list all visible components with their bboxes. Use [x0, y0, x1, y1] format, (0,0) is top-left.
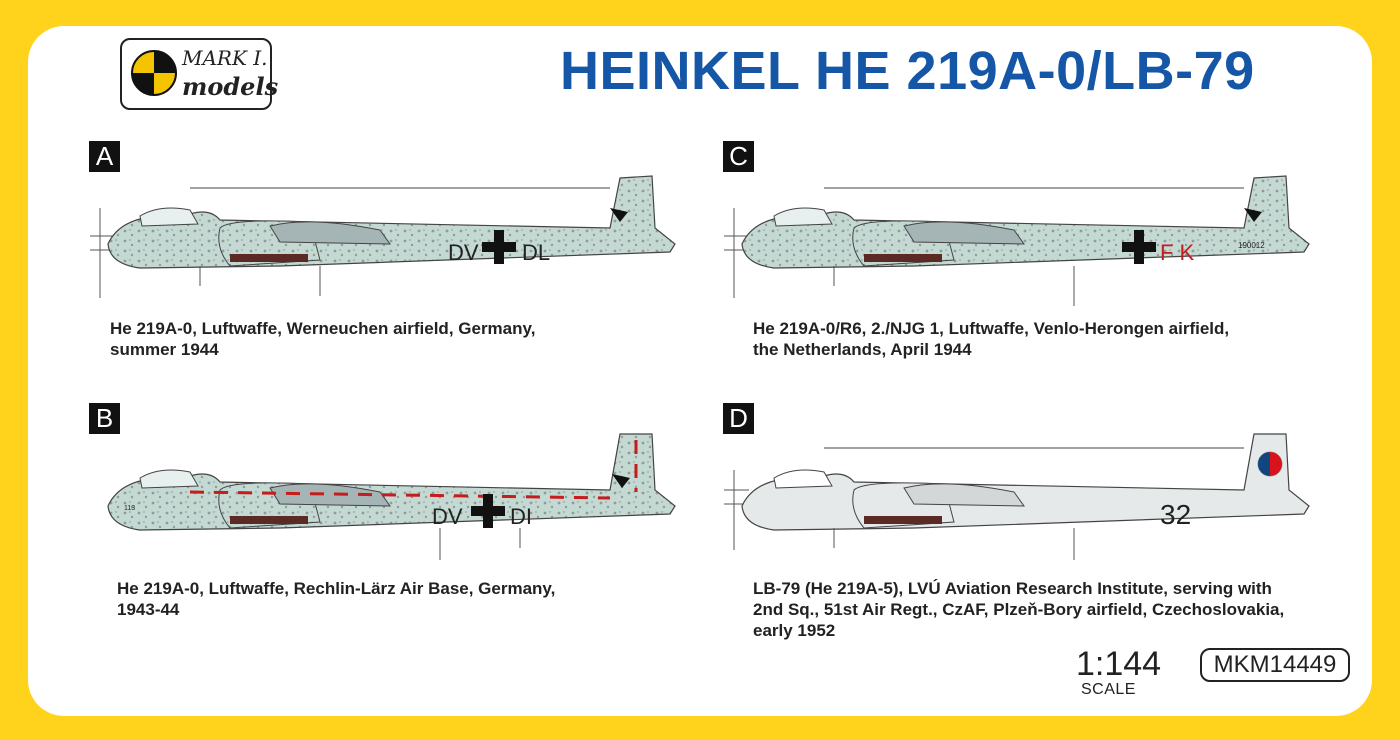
- caption-b: He 219A-0, Luftwaffe, Rechlin-Lärz Air Base, Germany, 1943-44: [117, 579, 556, 619]
- aircraft-profile-c: [714, 168, 1334, 308]
- caption-a: He 219A-0, Luftwaffe, Werneuchen airfield, Germany, summer 1944: [110, 319, 536, 359]
- page-title: HEINKEL HE 219A-0/LB-79: [560, 41, 1255, 101]
- code-left-a: DV: [448, 240, 479, 265]
- code-right-b: DI: [510, 504, 532, 529]
- code-left-b: DV: [432, 504, 463, 529]
- profile-badge-b: B: [89, 403, 120, 434]
- aircraft-profile-b: [80, 430, 700, 570]
- code-right-a: DL: [522, 240, 551, 265]
- logo-mark-text: MARK I.: [182, 46, 268, 70]
- logo-models-text: models: [182, 72, 279, 101]
- product-code: MKM14449: [1200, 648, 1350, 682]
- caption-d: LB-79 (He 219A-5), LVÚ Aviation Research Institute, serving with 2nd Sq., 51st Air Regt., CzAF, Plzeň-Bory airfield, Czechoslovakia, early 1952: [753, 579, 1285, 640]
- caption-c: He 219A-0/R6, 2./NJG 1, Luftwaffe, Venlo-Herongen airfield, the Netherlands, April 1944: [753, 319, 1230, 359]
- profile-badge-a: A: [89, 141, 120, 172]
- nose-number-b: 113: [124, 505, 136, 512]
- code-right-d: 32: [1160, 499, 1192, 530]
- aircraft-profile-d: [714, 430, 1334, 570]
- serial-c: 190012: [1238, 241, 1265, 250]
- profile-badge-d: D: [723, 403, 754, 434]
- aircraft-profile-a: [80, 168, 700, 308]
- mark-i-models-logo: [120, 38, 279, 110]
- roundel-icon: [130, 49, 178, 97]
- czech-roundel: [1258, 452, 1282, 476]
- scale-value: 1:144: [1076, 645, 1162, 683]
- scale-label: SCALE: [1081, 681, 1136, 698]
- code-right-c: F K: [1160, 240, 1195, 265]
- profile-badge-c: C: [723, 141, 754, 172]
